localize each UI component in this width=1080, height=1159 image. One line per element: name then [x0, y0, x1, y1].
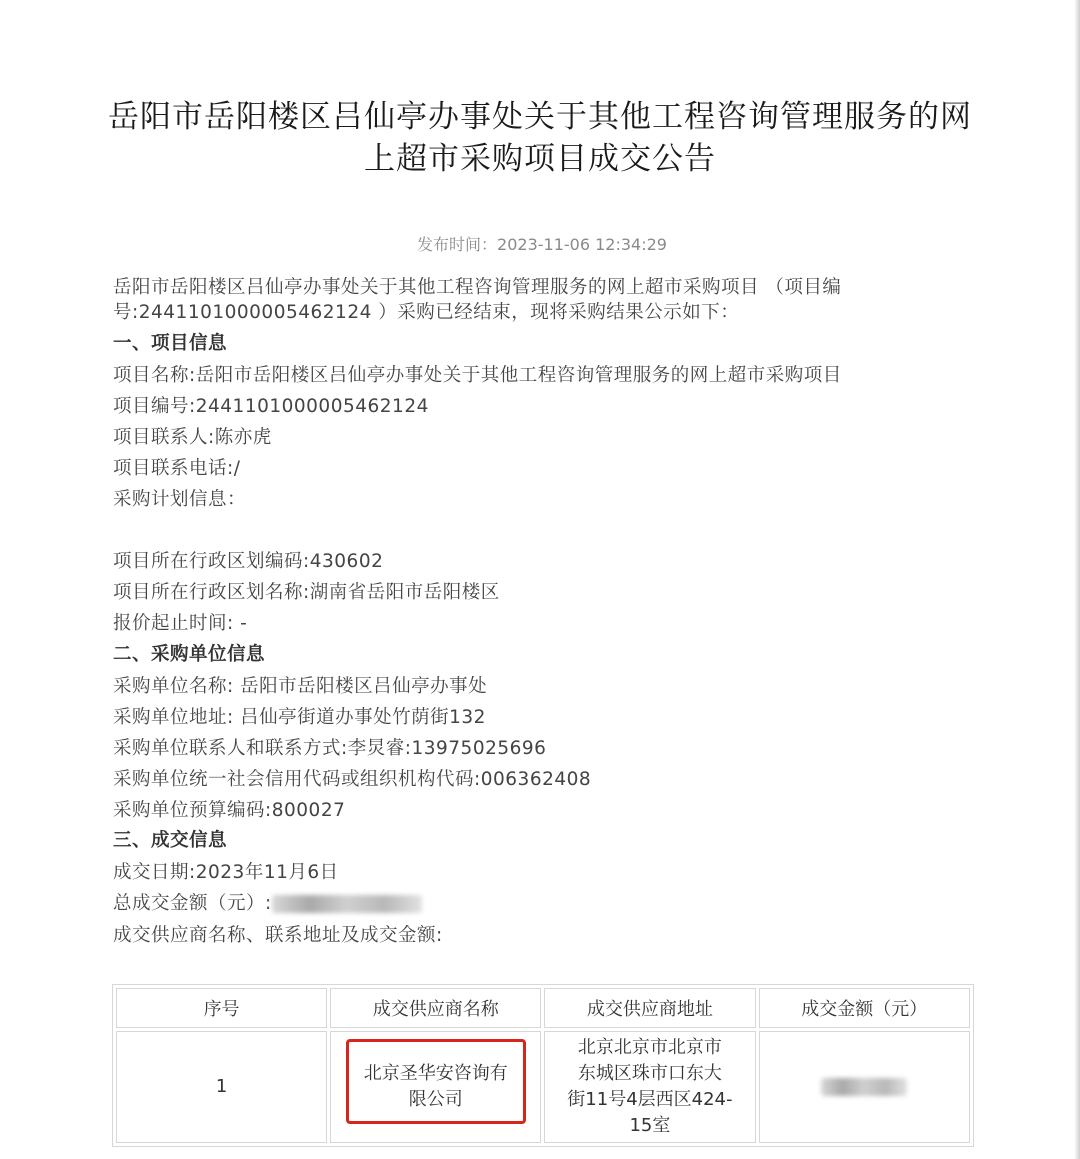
page-edge-shadow	[1074, 0, 1080, 1159]
cell-index: 1	[116, 1031, 327, 1143]
address-line-2: 东城区珠市口东大	[577, 1063, 722, 1084]
project-contact: 项目联系人:陈亦虎	[113, 427, 272, 448]
supplier-label: 成交供应商名称、联系地址及成交金额:	[113, 925, 443, 946]
publish-label: 发布时间：	[417, 235, 498, 254]
table-row	[116, 1031, 970, 1143]
table-header-row	[116, 988, 970, 1028]
address-line-4: 15室	[629, 1115, 671, 1136]
quote-time: 报价起止时间: -	[113, 613, 248, 634]
intro-line-2	[113, 298, 739, 324]
region-name: 项目所在行政区划名称:湖南省岳阳市岳阳楼区	[113, 582, 500, 603]
plan-info: 采购计划信息：	[113, 489, 247, 510]
amount-redacted	[821, 1078, 907, 1096]
unit-name: 采购单位名称: 岳阳市岳阳楼区吕仙亭办事处	[113, 676, 488, 697]
project-name: 项目名称:岳阳市岳阳楼区吕仙亭办事处关于其他工程咨询管理服务的网上超市采购项目	[113, 365, 842, 386]
title-line-2: 上超市采购项目成交公告	[364, 141, 716, 177]
deal-amount-label: 总成交金额（元）:	[113, 893, 272, 914]
supplier-name-line-2: 限公司	[408, 1089, 463, 1110]
project-code: 项目编号:2441101000005462124	[113, 396, 429, 417]
deal-amount	[113, 889, 422, 915]
header-supplier-address: 成交供应商地址	[544, 988, 755, 1028]
intro-line-1: 岳阳市岳阳楼区吕仙亭办事处关于其他工程咨询管理服务的网上超市采购项目 （项目编	[113, 277, 842, 298]
address-line-1: 北京北京市北京市	[577, 1037, 722, 1058]
header-index: 序号	[116, 988, 327, 1028]
supplier-highlight-box	[346, 1039, 526, 1124]
result-table	[112, 984, 974, 1147]
header-amount: 成交金额（元）	[759, 988, 970, 1028]
section-unit-info: 二、采购单位信息	[113, 644, 266, 665]
unit-address: 采购单位地址: 吕仙亭街道办事处竹荫街132	[113, 707, 486, 728]
deal-date: 成交日期:2023年11月6日	[113, 862, 339, 883]
publish-time	[0, 232, 1080, 255]
header-supplier-name: 成交供应商名称	[330, 988, 541, 1028]
region-code: 项目所在行政区划编码:430602	[113, 551, 384, 572]
page-title	[80, 96, 1000, 180]
section-project-info: 一、项目信息	[113, 333, 228, 354]
unit-credit-code: 采购单位统一社会信用代码或组织机构代码:006362408	[113, 769, 592, 790]
unit-budget-code: 采购单位预算编码:800027	[113, 800, 346, 821]
unit-contact: 采购单位联系人和联系方式:李炅睿:13975025696	[113, 738, 547, 759]
section-deal-info: 三、成交信息	[113, 830, 228, 851]
publish-value: 2023-11-06 12:34:29	[497, 235, 667, 254]
title-line-1: 岳阳市岳阳楼区吕仙亭办事处关于其他工程咨询管理服务的网	[108, 99, 972, 135]
deal-amount-redacted	[272, 895, 422, 913]
cell-supplier-address	[544, 1031, 755, 1143]
cell-amount	[759, 1031, 970, 1143]
intro-line-2-text: 号:244110100000546212​4 ）采购已经结束，现将采购结果公示如下：	[113, 302, 740, 323]
address-line-3: 街11号4层西区424-	[567, 1089, 733, 1110]
supplier-name-line-1: 北京圣华安咨询有	[363, 1063, 508, 1084]
project-phone: 项目联系电话:/	[113, 458, 241, 479]
